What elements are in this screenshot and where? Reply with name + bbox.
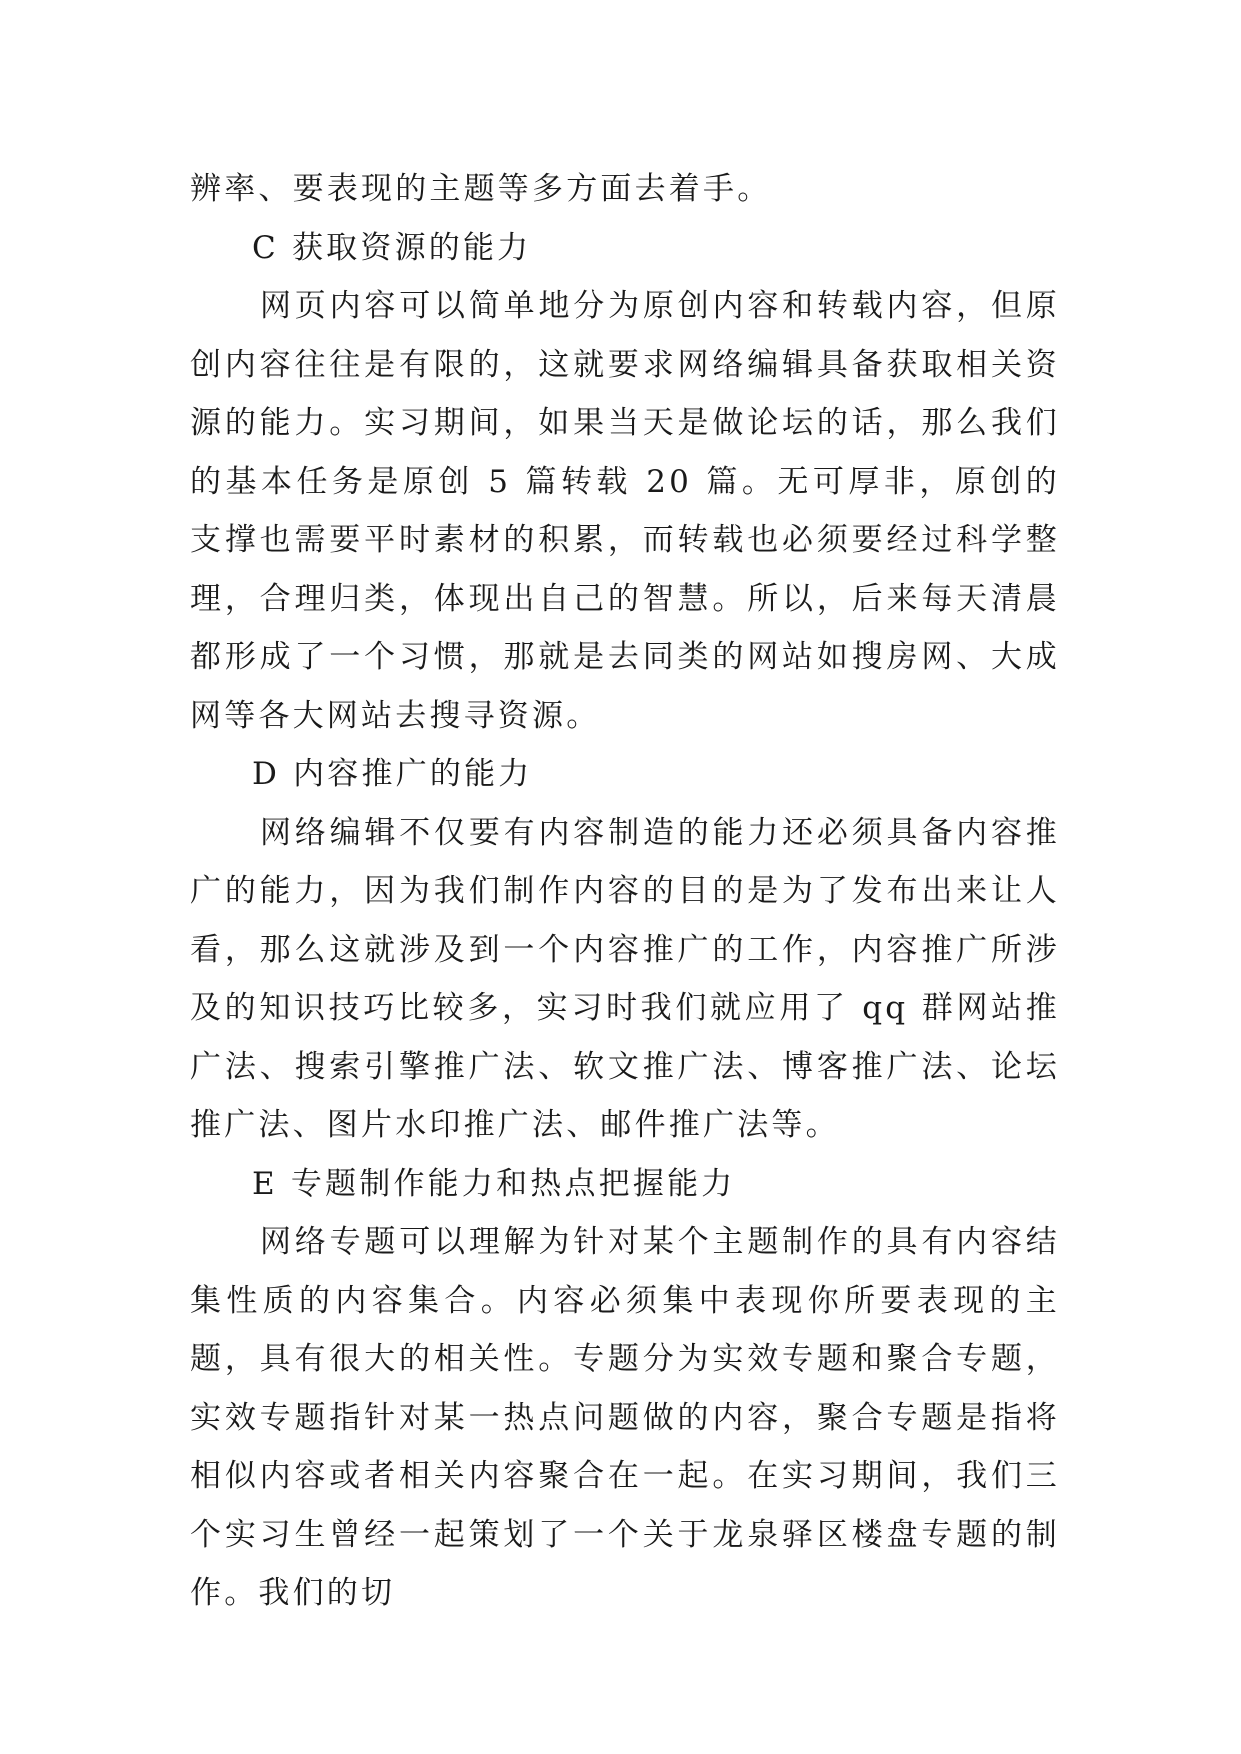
paragraph-promotion: 网络编辑不仅要有内容制造的能力还必须具备内容推广的能力，因为我们制作内容的目的是为了发布出来让人看，那么这就涉及到一个内容推广的工作，内容推广所涉及的知识技巧比较多，实习时我们就应用了 qq 群网站推广法、搜索引擎推广法、软文推广法、博客推广法、论坛推广法、图片水印推广法、邮件推广法等。 <box>190 814 1060 1143</box>
section-heading-d: D 内容推广的能力 <box>252 756 533 792</box>
paragraph-topics: 网络专题可以理解为针对某个主题制作的具有内容结集性质的内容集合。内容必须集中表现你所要表现的主题，具有很大的相关性。专题分为实效专题和聚合专题，实效专题指针对某一热点问题做的内容，聚合专题是指将相似内容或者相关内容聚合在一起。在实习期间，我们三个实习生曾经一起策划了一个关于龙泉驿区楼盘专题的制作。我们的切 <box>190 1224 1060 1611</box>
section-heading-c: C 获取资源的能力 <box>252 229 532 266</box>
paragraph-resources: 网页内容可以简单地分为原创内容和转载内容，但原创内容往往是有限的，这就要求网络编辑具备获取相关资源的能力。实习期间，如果当天是做论坛的话，那么我们的基本任务是原创 5 篇转载 20 篇。无可厚非，原创的支撑也需要平时素材的积累，而转载也必须要经过科学整理，合理归类，体现出自己的智慧。所以，后来每天清晨都形成了一个习惯，那就是去同类的网站如搜房网、大成网等各大网站去搜寻资源。 <box>190 288 1060 734</box>
paragraph-continuation: 辨率、要表现的主题等多方面去着手。 <box>190 171 772 207</box>
section-heading-e: E 专题制作能力和热点把握能力 <box>252 1165 736 1202</box>
document-body <box>190 160 1060 1623</box>
